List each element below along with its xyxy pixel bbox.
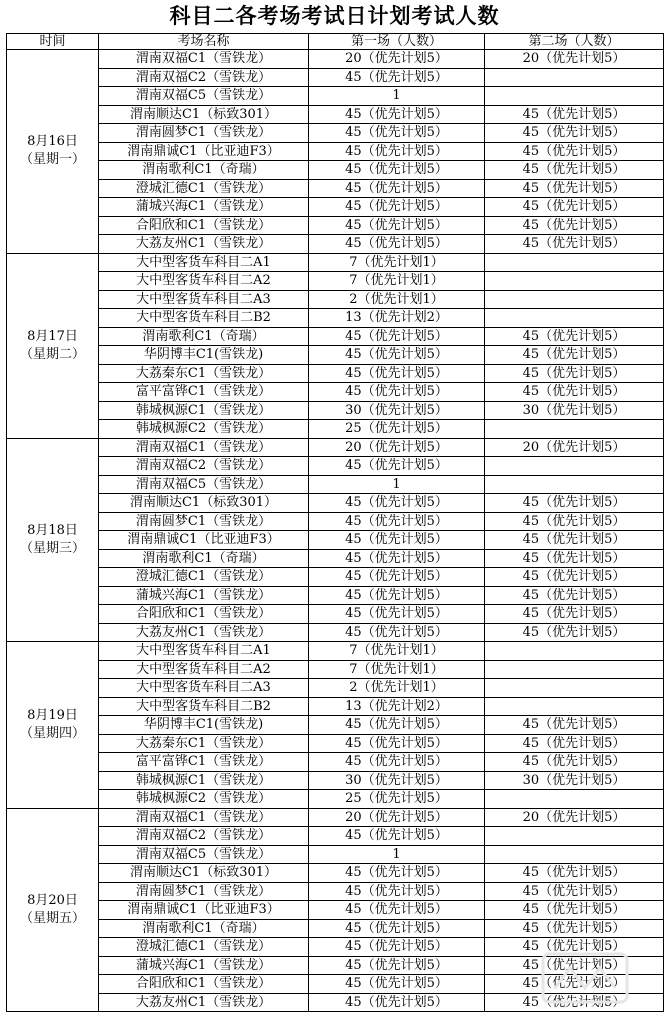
venue-cell: 韩城枫源C1（雪铁龙） (99, 771, 309, 790)
session-2-cell: 45（优先计划5） (485, 105, 664, 124)
venue-cell: 渭南双福C5（雪铁龙） (99, 475, 309, 494)
table-row (7, 660, 664, 679)
table-row (7, 845, 664, 864)
date-cell (7, 438, 99, 642)
session-1-cell: 20（优先计划5） (309, 50, 485, 69)
session-2-cell (485, 68, 664, 87)
venue-cell: 大荔友州C1（雪铁龙） (99, 623, 309, 642)
table-row (7, 438, 664, 457)
session-1-cell: 25（优先计划5） (309, 420, 485, 439)
table-row (7, 346, 664, 365)
table-row (7, 734, 664, 753)
venue-cell: 大中型客货车科目二A1 (99, 253, 309, 272)
session-2-cell: 45（优先计划5） (485, 142, 664, 161)
table-row (7, 586, 664, 605)
venue-cell: 澄城汇德C1（雪铁龙） (99, 938, 309, 957)
session-2-cell: 30（优先计划5） (485, 771, 664, 790)
session-2-cell (485, 697, 664, 716)
session-1-cell: 45（优先计划5） (309, 364, 485, 383)
table-row (7, 771, 664, 790)
date-label: 8月19日 (27, 707, 78, 723)
table-row (7, 235, 664, 254)
date-cell (7, 642, 99, 809)
session-1-cell: 45（优先计划5） (309, 198, 485, 217)
date-cell (7, 808, 99, 1012)
table-row (7, 753, 664, 772)
venue-cell: 大荔秦东C1（雪铁龙） (99, 734, 309, 753)
table-row (7, 605, 664, 624)
header-venue: 考场名称 (99, 34, 309, 50)
table-row (7, 50, 664, 69)
table-row (7, 401, 664, 420)
date-label: 8月17日 (27, 328, 78, 344)
table-row (7, 327, 664, 346)
session-1-cell: 45（优先计划5） (309, 827, 485, 846)
venue-cell: 渭南圆梦C1（雪铁龙） (99, 124, 309, 143)
session-2-cell: 45（优先计划5） (485, 605, 664, 624)
session-1-cell: 45（优先计划5） (309, 753, 485, 772)
schedule-body (7, 50, 664, 1012)
session-1-cell: 30（优先计划5） (309, 401, 485, 420)
venue-cell: 富平富铧C1（雪铁龙） (99, 753, 309, 772)
table-row (7, 568, 664, 587)
weekday-label: （星期二） (19, 346, 85, 362)
session-1-cell: 45（优先计划5） (309, 124, 485, 143)
table-row (7, 309, 664, 328)
session-2-cell (485, 309, 664, 328)
session-1-cell: 45（优先计划5） (309, 938, 485, 957)
venue-cell: 渭南顺达C1（标致301） (99, 864, 309, 883)
session-1-cell: 45（优先计划5） (309, 512, 485, 531)
venue-cell: 大荔秦东C1（雪铁龙） (99, 364, 309, 383)
session-2-cell: 45（优先计划5） (485, 882, 664, 901)
table-row (7, 808, 664, 827)
date-label: 8月20日 (27, 892, 78, 908)
table-row (7, 901, 664, 920)
session-1-cell: 25（优先计划5） (309, 790, 485, 809)
table-row (7, 697, 664, 716)
table-row (7, 475, 664, 494)
venue-cell: 大荔友州C1（雪铁龙） (99, 993, 309, 1012)
session-2-cell (485, 87, 664, 106)
exam-schedule-table (6, 33, 664, 1012)
table-row (7, 882, 664, 901)
venue-cell: 大中型客货车科目二A3 (99, 679, 309, 698)
table-row (7, 179, 664, 198)
session-2-cell: 45（优先计划5） (485, 512, 664, 531)
session-2-cell (485, 827, 664, 846)
venue-cell: 渭南双福C1（雪铁龙） (99, 50, 309, 69)
session-1-cell: 45（优先计划5） (309, 68, 485, 87)
session-1-cell: 45（优先计划5） (309, 734, 485, 753)
session-2-cell: 45（优先计划5） (485, 124, 664, 143)
session-1-cell: 45（优先计划5） (309, 531, 485, 550)
table-row (7, 216, 664, 235)
venue-cell: 合阳欣和C1（雪铁龙） (99, 216, 309, 235)
table-row (7, 938, 664, 957)
session-1-cell: 45（优先计划5） (309, 346, 485, 365)
table-row (7, 956, 664, 975)
venue-cell: 蒲城兴海C1（雪铁龙） (99, 198, 309, 217)
session-2-cell (485, 290, 664, 309)
table-row (7, 161, 664, 180)
session-2-cell: 45（优先计划5） (485, 938, 664, 957)
date-cell (7, 50, 99, 254)
header-session-1: 第一场（人数） (309, 34, 485, 50)
session-1-cell: 45（优先计划5） (309, 586, 485, 605)
header-row (7, 34, 664, 50)
session-2-cell: 45（优先计划5） (485, 919, 664, 938)
session-2-cell: 45（优先计划5） (485, 494, 664, 513)
session-2-cell (485, 475, 664, 494)
venue-cell: 渭南双福C2（雪铁龙） (99, 68, 309, 87)
header-time: 时间 (7, 34, 99, 50)
session-1-cell: 45（优先计划5） (309, 494, 485, 513)
venue-cell: 大中型客货车科目二A2 (99, 272, 309, 291)
session-1-cell: 45（优先计划5） (309, 623, 485, 642)
table-row (7, 290, 664, 309)
weekday-label: （星期一） (19, 152, 85, 168)
table-row (7, 864, 664, 883)
header-session-2: 第二场（人数） (485, 34, 664, 50)
table-row (7, 68, 664, 87)
venue-cell: 渭南圆梦C1（雪铁龙） (99, 512, 309, 531)
session-1-cell: 45（优先计划5） (309, 161, 485, 180)
venue-cell: 渭南歌利C1（奇瑞） (99, 327, 309, 346)
table-row (7, 198, 664, 217)
session-1-cell: 45（优先计划5） (309, 327, 485, 346)
venue-cell: 合阳欣和C1（雪铁龙） (99, 605, 309, 624)
session-2-cell: 30（优先计划5） (485, 401, 664, 420)
table-row (7, 975, 664, 994)
session-2-cell (485, 420, 664, 439)
session-2-cell: 45（优先计划5） (485, 864, 664, 883)
session-2-cell: 45（优先计划5） (485, 956, 664, 975)
venue-cell: 蒲城兴海C1（雪铁龙） (99, 586, 309, 605)
session-1-cell: 45（优先计划5） (309, 716, 485, 735)
venue-cell: 大荔友州C1（雪铁龙） (99, 235, 309, 254)
session-1-cell: 7（优先计划1） (309, 660, 485, 679)
venue-cell: 渭南顺达C1（标致301） (99, 494, 309, 513)
session-1-cell: 45（优先计划5） (309, 864, 485, 883)
venue-cell: 韩城枫源C2（雪铁龙） (99, 790, 309, 809)
venue-cell: 合阳欣和C1（雪铁龙） (99, 975, 309, 994)
weekday-label: （星期三） (19, 540, 85, 556)
session-2-cell (485, 272, 664, 291)
table-row (7, 420, 664, 439)
session-2-cell: 45（优先计划5） (485, 753, 664, 772)
venue-cell: 渭南歌利C1（奇瑞） (99, 549, 309, 568)
session-1-cell: 30（优先计划5） (309, 771, 485, 790)
session-1-cell: 1 (309, 475, 485, 494)
session-1-cell: 7（优先计划1） (309, 642, 485, 661)
session-2-cell (485, 679, 664, 698)
venue-cell: 华阴博丰C1(雪铁龙) (99, 346, 309, 365)
session-2-cell: 45（优先计划5） (485, 568, 664, 587)
page-title: 科目二各考场考试日计划考试人数 (169, 3, 500, 28)
session-2-cell: 45（优先计划5） (485, 586, 664, 605)
venue-cell: 渭南歌利C1（奇瑞） (99, 919, 309, 938)
table-row (7, 124, 664, 143)
session-2-cell: 45（优先计划5） (485, 346, 664, 365)
venue-cell: 渭南顺达C1（标致301） (99, 105, 309, 124)
venue-cell: 韩城枫源C1（雪铁龙） (99, 401, 309, 420)
venue-cell: 韩城枫源C2（雪铁龙） (99, 420, 309, 439)
session-1-cell: 45（优先计划5） (309, 383, 485, 402)
venue-cell: 渭南鼎诚C1（比亚迪F3） (99, 142, 309, 161)
session-2-cell: 45（优先计划5） (485, 383, 664, 402)
venue-cell: 渭南双福C1（雪铁龙） (99, 808, 309, 827)
table-row (7, 642, 664, 661)
session-2-cell: 45（优先计划5） (485, 327, 664, 346)
session-2-cell: 45（优先计划5） (485, 161, 664, 180)
date-label: 8月18日 (27, 522, 78, 538)
table-row (7, 716, 664, 735)
table-row (7, 105, 664, 124)
session-1-cell: 45（优先计划5） (309, 568, 485, 587)
session-1-cell: 13（优先计划2） (309, 309, 485, 328)
venue-cell: 渭南双福C2（雪铁龙） (99, 457, 309, 476)
table-row (7, 457, 664, 476)
session-1-cell: 7（优先计划1） (309, 272, 485, 291)
table-row (7, 253, 664, 272)
session-2-cell (485, 845, 664, 864)
session-2-cell: 45（优先计划5） (485, 734, 664, 753)
venue-cell: 渭南鼎诚C1（比亚迪F3） (99, 531, 309, 550)
session-2-cell: 45（优先计划5） (485, 993, 664, 1012)
venue-cell: 大中型客货车科目二B2 (99, 697, 309, 716)
venue-cell: 富平富铧C1（雪铁龙） (99, 383, 309, 402)
date-cell (7, 253, 99, 438)
session-2-cell: 20（优先计划5） (485, 808, 664, 827)
session-1-cell: 45（优先计划5） (309, 901, 485, 920)
session-1-cell: 45（优先计划5） (309, 975, 485, 994)
session-1-cell: 45（优先计划5） (309, 993, 485, 1012)
table-row (7, 87, 664, 106)
session-2-cell: 45（优先计划5） (485, 623, 664, 642)
session-2-cell: 45（优先计划5） (485, 216, 664, 235)
venue-cell: 华阴博丰C1(雪铁龙) (99, 716, 309, 735)
weekday-label: （星期四） (19, 725, 85, 741)
session-2-cell: 45（优先计划5） (485, 716, 664, 735)
weekday-label: （星期五） (19, 910, 85, 926)
session-1-cell: 45（优先计划5） (309, 457, 485, 476)
venue-cell: 渭南鼎诚C1（比亚迪F3） (99, 901, 309, 920)
session-2-cell: 45（优先计划5） (485, 901, 664, 920)
session-2-cell (485, 790, 664, 809)
session-1-cell: 2（优先计划1） (309, 679, 485, 698)
session-2-cell: 45（优先计划5） (485, 549, 664, 568)
session-1-cell: 45（优先计划5） (309, 235, 485, 254)
session-1-cell: 1 (309, 87, 485, 106)
session-1-cell: 1 (309, 845, 485, 864)
session-1-cell: 45（优先计划5） (309, 956, 485, 975)
venue-cell: 渭南双福C2（雪铁龙） (99, 827, 309, 846)
session-1-cell: 20（优先计划5） (309, 438, 485, 457)
table-row (7, 364, 664, 383)
session-2-cell: 45（优先计划5） (485, 364, 664, 383)
venue-cell: 大中型客货车科目二A3 (99, 290, 309, 309)
session-1-cell: 7（优先计划1） (309, 253, 485, 272)
venue-cell: 澄城汇德C1（雪铁龙） (99, 179, 309, 198)
session-1-cell: 45（优先计划5） (309, 605, 485, 624)
venue-cell: 渭南双福C1（雪铁龙） (99, 438, 309, 457)
session-1-cell: 45（优先计划5） (309, 919, 485, 938)
table-row (7, 919, 664, 938)
session-1-cell: 45（优先计划5） (309, 142, 485, 161)
session-1-cell: 45（优先计划5） (309, 882, 485, 901)
table-row (7, 494, 664, 513)
table-row (7, 531, 664, 550)
session-1-cell: 2（优先计划1） (309, 290, 485, 309)
venue-cell: 大中型客货车科目二A2 (99, 660, 309, 679)
table-row (7, 679, 664, 698)
table-row (7, 142, 664, 161)
table-row (7, 827, 664, 846)
venue-cell: 渭南双福C5（雪铁龙） (99, 87, 309, 106)
session-2-cell (485, 457, 664, 476)
session-1-cell: 45（优先计划5） (309, 549, 485, 568)
table-row (7, 383, 664, 402)
session-2-cell: 45（优先计划5） (485, 975, 664, 994)
session-1-cell: 45（优先计划5） (309, 105, 485, 124)
venue-cell: 渭南圆梦C1（雪铁龙） (99, 882, 309, 901)
session-2-cell: 45（优先计划5） (485, 235, 664, 254)
session-1-cell: 13（优先计划2） (309, 697, 485, 716)
date-label: 8月16日 (27, 134, 78, 150)
session-2-cell (485, 660, 664, 679)
table-row (7, 512, 664, 531)
table-row (7, 272, 664, 291)
session-2-cell: 45（优先计划5） (485, 198, 664, 217)
session-2-cell (485, 642, 664, 661)
table-row (7, 623, 664, 642)
venue-cell: 澄城汇德C1（雪铁龙） (99, 568, 309, 587)
session-1-cell: 45（优先计划5） (309, 216, 485, 235)
session-2-cell (485, 253, 664, 272)
session-1-cell: 20（优先计划5） (309, 808, 485, 827)
table-row (7, 790, 664, 809)
venue-cell: 大中型客货车科目二A1 (99, 642, 309, 661)
session-2-cell: 45（优先计划5） (485, 179, 664, 198)
venue-cell: 蒲城兴海C1（雪铁龙） (99, 956, 309, 975)
session-1-cell: 45（优先计划5） (309, 179, 485, 198)
session-2-cell: 20（优先计划5） (485, 50, 664, 69)
table-row (7, 549, 664, 568)
session-2-cell: 45（优先计划5） (485, 531, 664, 550)
table-row (7, 993, 664, 1012)
venue-cell: 渭南歌利C1（奇瑞） (99, 161, 309, 180)
venue-cell: 渭南双福C5（雪铁龙） (99, 845, 309, 864)
venue-cell: 大中型客货车科目二B2 (99, 309, 309, 328)
session-2-cell: 20（优先计划5） (485, 438, 664, 457)
